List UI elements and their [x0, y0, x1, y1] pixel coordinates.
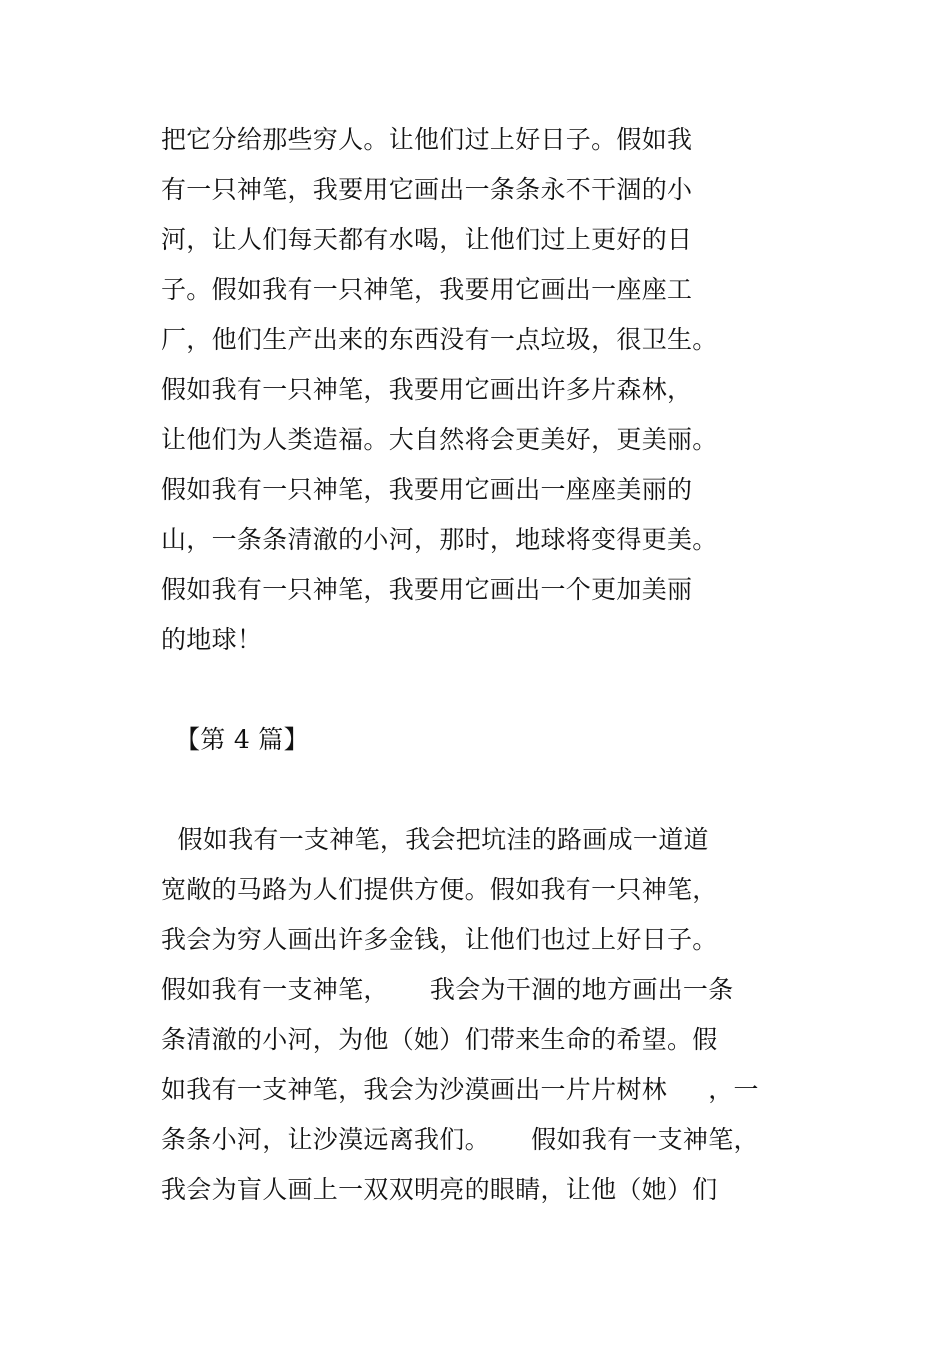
paragraph-line: 如我有一支神笔，我会为沙漠画出一片片树林 ，一 [161, 1075, 759, 1104]
paragraph-line: 假如我有一支神笔， 我会为干涸的地方画出一条 [161, 975, 734, 1004]
paragraph-line: 把它分给那些穷人。让他们过上好日子。假如我 [161, 125, 693, 154]
paragraph-line: 子。假如我有一只神笔，我要用它画出一座座工 [161, 275, 693, 304]
paragraph-line: 假如我有一只神笔，我要用它画出许多片森林， [161, 375, 693, 404]
paragraph-line: 的地球！ [161, 625, 263, 654]
paragraph-line: 山，一条条清澈的小河，那时，地球将变得更美。 [161, 525, 718, 554]
paragraph-line: 河，让人们每天都有水喝，让他们过上更好的日 [161, 225, 693, 254]
paragraph-line: 我会为穷人画出许多金钱，让他们也过上好日子。 [161, 925, 718, 954]
paragraph-line: 假如我有一只神笔，我要用它画出一座座美丽的 [161, 475, 693, 504]
section-heading: 【第 4 篇】 [175, 725, 309, 754]
paragraph-line: 有一只神笔，我要用它画出一条条永不干涸的小 [161, 175, 693, 204]
paragraph-line: 让他们为人类造福。大自然将会更美好，更美丽。 [161, 425, 718, 454]
paragraph-line: 宽敞的马路为人们提供方便。假如我有一只神笔， [161, 875, 718, 904]
paragraph-line: 我会为盲人画上一双双明亮的眼睛，让他（她）们 [161, 1175, 718, 1204]
paragraph-line: 条条小河，让沙漠远离我们。 假如我有一支神笔， [161, 1125, 759, 1154]
paragraph-line: 假如我有一只神笔，我要用它画出一个更加美丽 [161, 575, 693, 604]
paragraph-line: 假如我有一支神笔，我会把坑洼的路画成一道道 [161, 825, 709, 854]
paragraph-line: 条清澈的小河，为他（她）们带来生命的希望。假 [161, 1025, 718, 1054]
paragraph-line: 厂，他们生产出来的东西没有一点垃圾，很卫生。 [161, 325, 718, 354]
